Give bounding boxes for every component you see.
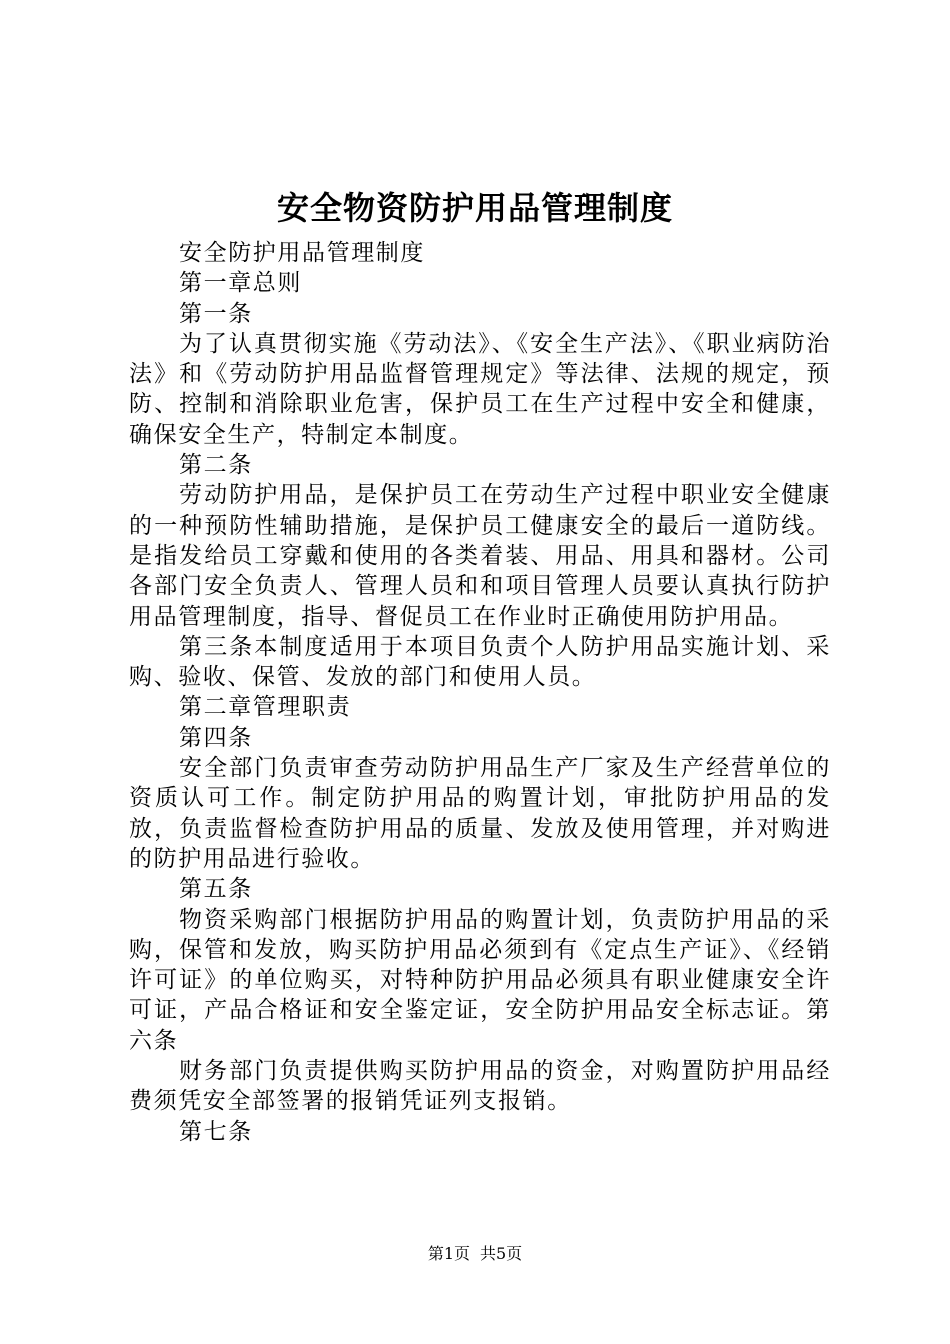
paragraph-article-7-heading: 第七条 bbox=[179, 1118, 253, 1145]
paragraph-subtitle: 安全防护用品管理制度 bbox=[179, 240, 425, 266]
paragraph-article-6-body: 财务部门负责提供购买防护用品的资金，对购置防护用品经费须凭安全部签署的报销凭证列支报销。 bbox=[129, 1058, 831, 1115]
paragraph-chapter-2-heading: 第二章管理职责 bbox=[179, 694, 352, 721]
page-footer bbox=[0, 1243, 950, 1265]
paragraph-article-4-body: 安全部门负责审查劳动防护用品生产厂家及生产经营单位的资质认可工作。制定防护用品的购置计划，审批防护用品的发放，负责监督检查防护用品的质量、发放及使用管理，并对购进的防护用品进行验收。 bbox=[129, 755, 831, 872]
page-total: 共5页 bbox=[480, 1244, 523, 1263]
paragraph-article-1-heading: 第一条 bbox=[179, 300, 253, 327]
paragraph-article-2-body: 劳动防护用品，是保护员工在劳动生产过程中职业安全健康的一种预防性辅助措施，是保护员工健康安全的最后一道防线。是指发给员工穿戴和使用的各类着装、用品、用具和器材。公司各部门安全负责人、管理人员和和项目管理人员要认真执行防护用品管理制度，指导、督促员工在作业时正确使用防护用品。 bbox=[129, 482, 831, 630]
paragraph-article-4-heading: 第四条 bbox=[179, 724, 253, 751]
paragraph-article-5-heading: 第五条 bbox=[179, 876, 253, 903]
page-number: 第1页 bbox=[427, 1244, 470, 1263]
document-title: 安全物资防护用品管理制度 bbox=[276, 189, 673, 227]
paragraph-article-1-body: 为了认真贯彻实施《劳动法》、《安全生产法》、《职业病防治法》和《劳动防护用品监督管理规定》等法律、法规的规定，预防、控制和消除职业危害，保护员工在生产过程中安全和健康，确保安全生产，特制定本制度。 bbox=[129, 330, 831, 448]
paragraph-article-2-heading: 第二条 bbox=[179, 452, 253, 479]
paragraph-article-3: 第三条本制度适用于本项目负责个人防护用品实施计划、采购、验收、保管、发放的部门和使用人员。 bbox=[129, 633, 831, 691]
document-body bbox=[129, 238, 831, 1147]
paragraph-article-5-body: 物资采购部门根据防护用品的购置计划，负责防护用品的采购，保管和发放，购买防护用品必须到有《定点生产证》、《经销许可证》的单位购买，对特种防护用品必须具有职业健康安全许可证，产品合格证和安全鉴定证，安全防护用品安全标志证。第六条 bbox=[129, 906, 831, 1054]
paragraph-chapter-1-heading: 第一章总则 bbox=[179, 270, 302, 297]
